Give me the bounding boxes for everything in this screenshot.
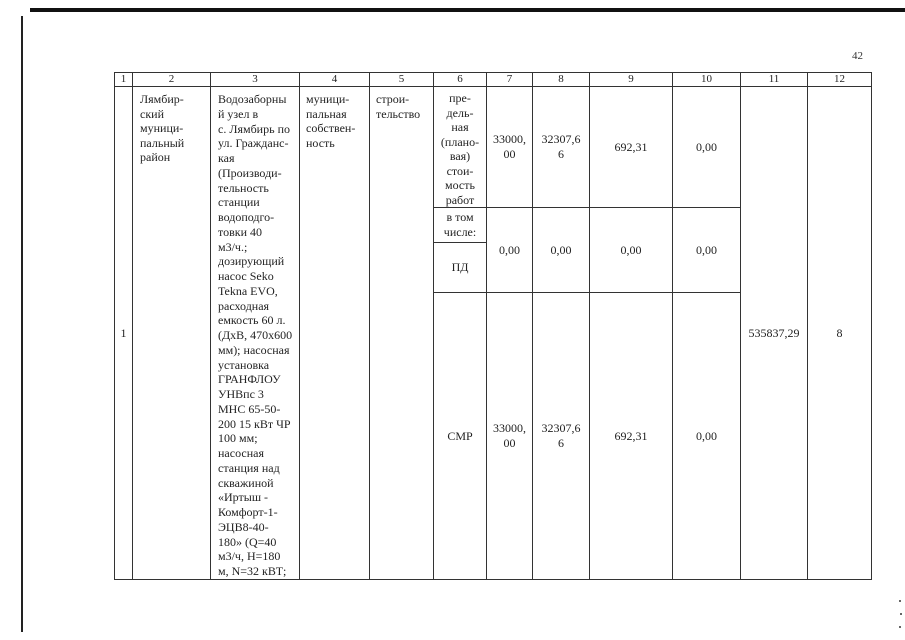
- header-cell-6: 6: [434, 73, 487, 87]
- planned-cost-label: пре- дель- ная (плано- вая) стои- мость работ: [434, 87, 487, 208]
- pd-col8: 0,00: [550, 242, 572, 257]
- scan-speck: [900, 613, 902, 615]
- pd-label-cell: [434, 243, 487, 293]
- header-cell-2: 2: [133, 73, 211, 87]
- smr-col9: 692,31: [614, 428, 648, 443]
- planned-cost-col10-cell: [673, 87, 741, 208]
- smr-col7: 33000,00: [493, 421, 526, 450]
- pd-col10: 0,00: [696, 242, 717, 257]
- header-cell-5: 5: [370, 73, 434, 87]
- smr-col8-cell: [533, 293, 590, 580]
- header-cell-10: 10: [673, 73, 741, 87]
- scan-top-edge: [30, 8, 905, 12]
- ownership-cell: муници- пальная собствен- ность: [300, 87, 370, 580]
- header-cell-4: 4: [300, 73, 370, 87]
- work-type-cell: строи- тельство: [370, 87, 434, 580]
- smr-col10-cell: [673, 293, 741, 580]
- total-cell: [741, 87, 808, 580]
- pd-col9: 0,00: [620, 242, 642, 257]
- header-cell-1: 1: [115, 73, 133, 87]
- smr-col7-cell: [487, 293, 533, 580]
- col12-cell: [808, 87, 872, 580]
- district-cell: Лямбир- ский муници- пальный район: [133, 87, 211, 580]
- scan-speck: [899, 600, 901, 602]
- data-table: [114, 72, 872, 580]
- row-number-cell: [115, 87, 133, 580]
- header-cell-11: 11: [741, 73, 808, 87]
- header-cell-7: 7: [487, 73, 533, 87]
- planned-cost-col10: 0,00: [696, 139, 717, 154]
- planned-cost-col7-cell: [487, 87, 533, 208]
- including-label: в том числе:: [434, 208, 487, 243]
- scan-speck: [899, 626, 901, 628]
- header-cell-9: 9: [590, 73, 673, 87]
- page-number: 42: [852, 50, 863, 62]
- smr-col8: 32307,66: [541, 421, 581, 450]
- planned-cost-col7: 33000,00: [493, 132, 526, 161]
- scan-left-edge: [21, 16, 23, 632]
- total-value: 535837,29: [748, 325, 800, 340]
- smr-col9-cell: [590, 293, 673, 580]
- planned-cost-col9: 692,31: [614, 139, 648, 154]
- pd-col9-cell: [590, 208, 673, 293]
- header-cell-3: 3: [211, 73, 300, 87]
- header-cell-12: 12: [808, 73, 872, 87]
- pd-col10-cell: [673, 208, 741, 293]
- smr-label: СМР: [447, 428, 473, 443]
- col12-value: 8: [836, 325, 843, 340]
- pd-col7: 0,00: [499, 242, 520, 257]
- smr-col10: 0,00: [696, 428, 717, 443]
- pd-col7-cell: [487, 208, 533, 293]
- planned-cost-col8: 32307,66: [541, 132, 581, 161]
- pd-col8-cell: [533, 208, 590, 293]
- planned-cost-col8-cell: [533, 87, 590, 208]
- object-description-cell: Водозаборны й узел в с. Лямбирь по ул. Гражданс- кая (Производи- тельность станции водоподго- товки 40 м3/ч.; дозирующий насос Seko Tekna EVO, расходная емкость 60 л. (ДхВ, 470х600 мм); насосная установка ГРАНФЛОУ УНВпс 3 МНС 65-50- 200 15 кВт ЧР 100 мм; насосная станция над скважиной «Иртыш - Комфорт-1- ЭЦВ8-40- 180» (Q=40 м3/ч, Н=180 м, N=32 кВТ;: [211, 87, 300, 580]
- pd-label: ПД: [451, 260, 469, 274]
- smr-label-cell: [434, 293, 487, 580]
- header-cell-8: 8: [533, 73, 590, 87]
- row-number: 1: [120, 325, 127, 340]
- planned-cost-col9-cell: [590, 87, 673, 208]
